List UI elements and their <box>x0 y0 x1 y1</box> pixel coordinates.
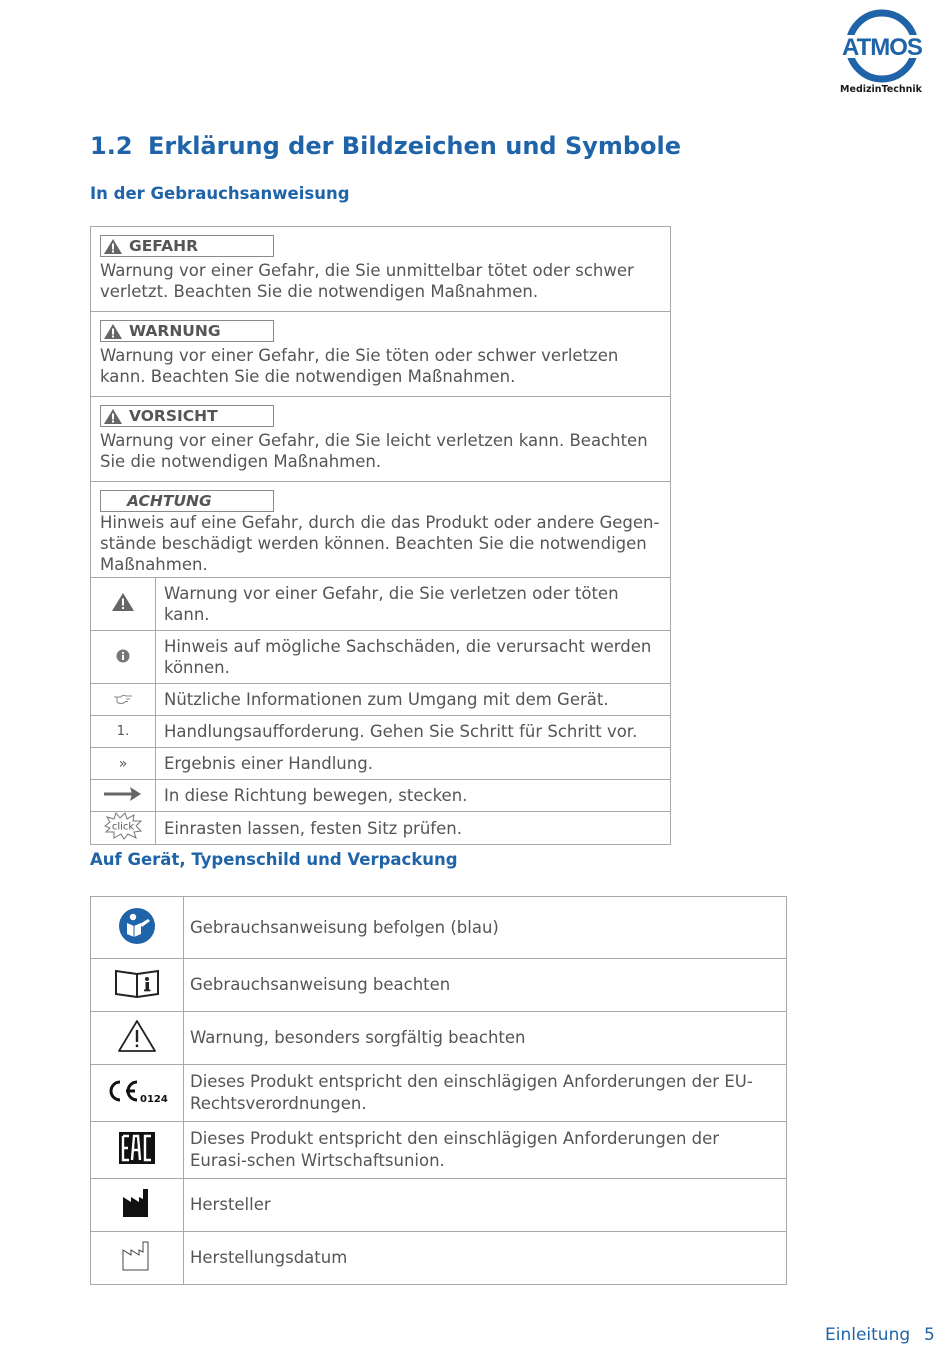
step-number-glyph: 1. <box>91 716 156 748</box>
manufacture-date-icon <box>122 1241 152 1271</box>
caution-triangle-icon <box>117 1019 157 1053</box>
info-icon <box>116 649 130 663</box>
signal-row-achtung <box>91 482 671 578</box>
symbol-description: Nützliche Informationen zum Umgang mit dem Gerät. <box>156 684 671 716</box>
device-symbol-description: Dieses Produkt entspricht den einschlägigen Anforderungen der Eurasi-schen Wirtschaftsunion. <box>184 1122 787 1179</box>
logo-subtitle: MedizinTechnik <box>840 84 922 95</box>
warning-triangle-icon <box>103 408 123 425</box>
click-glyph: click <box>111 821 135 833</box>
symbol-row <box>91 748 671 780</box>
warning-triangle-icon <box>103 238 123 255</box>
footer-page-number: 5 <box>924 1325 935 1345</box>
section-heading <box>90 132 681 160</box>
symbol-description: Warnung vor einer Gefahr, die Sie verletzen oder töten kann. <box>156 578 671 631</box>
symbol-row <box>91 631 671 684</box>
device-symbol-description: Dieses Produkt entspricht den einschlägigen Anforderungen der EU-Rechtsverordnungen. <box>184 1065 787 1122</box>
signal-row-warnung <box>91 312 671 397</box>
subheading-device: Auf Gerät, Typenschild und Verpackung <box>90 850 458 869</box>
signal-text: Warnung vor einer Gefahr, die Sie unmittelbar tötet oder schwer verletzt. Beachten Sie die notwendigen Maßnahmen. <box>100 261 634 301</box>
signal-box-warnung <box>100 320 274 342</box>
arrow-right-icon <box>104 786 142 802</box>
device-symbol-row <box>91 959 787 1012</box>
device-symbols-table <box>90 896 787 1285</box>
symbol-description: Ergebnis einer Handlung. <box>156 748 671 780</box>
device-symbol-description: Hersteller <box>184 1179 787 1232</box>
symbol-row <box>91 812 671 845</box>
signal-text: Warnung vor einer Gefahr, die Sie leicht verletzen kann. Beachten Sie die notwendigen Maßnahmen. <box>100 431 648 471</box>
section-title: Erklärung der Bildzeichen und Symbole <box>148 132 682 160</box>
device-symbol-row <box>91 1232 787 1285</box>
signal-row-vorsicht <box>91 397 671 482</box>
device-symbol-row <box>91 1065 787 1122</box>
signal-box-gefahr <box>100 235 274 257</box>
manufacturer-icon <box>122 1188 152 1218</box>
device-symbol-row <box>91 897 787 959</box>
symbol-row <box>91 780 671 812</box>
pointing-hand-icon <box>113 693 133 705</box>
symbol-description: Einrasten lassen, festen Sitz prüfen. <box>156 812 671 845</box>
device-symbol-description: Warnung, besonders sorgfältig beachten <box>184 1012 787 1065</box>
warning-triangle-icon <box>103 323 123 340</box>
symbol-row <box>91 716 671 748</box>
device-symbol-row <box>91 1012 787 1065</box>
symbol-description: Handlungsaufforderung. Gehen Sie Schritt für Schritt vor. <box>156 716 671 748</box>
signal-text: Hinweis auf eine Gefahr, durch die das Produkt oder andere Gegen-stände beschädigt werden können. Beachten Sie die notwendigen Maßnahmen. <box>100 513 660 574</box>
warning-triangle-icon <box>111 592 135 612</box>
signal-box-achtung <box>100 490 274 512</box>
eac-mark-icon <box>118 1131 156 1165</box>
signal-row-gefahr <box>91 227 671 312</box>
symbol-row <box>91 578 671 631</box>
signal-box-vorsicht <box>100 405 274 427</box>
signal-text: Warnung vor einer Gefahr, die Sie töten oder schwer verletzen kann. Beachten Sie die notwendigen Maßnahmen. <box>100 346 619 386</box>
signal-label: ACHTUNG <box>127 492 212 510</box>
symbol-description: Hinweis auf mögliche Sachschäden, die verursacht werden können. <box>156 631 671 684</box>
ce-notified-body-number: 0124 <box>140 1094 168 1105</box>
device-symbol-description: Gebrauchsanweisung beachten <box>184 959 787 1012</box>
signal-label: GEFAHR <box>129 237 199 255</box>
subheading-manual: In der Gebrauchsanweisung <box>90 184 350 203</box>
manual-symbols-table <box>90 226 671 845</box>
signal-label: VORSICHT <box>129 407 218 425</box>
signal-label: WARNUNG <box>129 322 221 340</box>
logo-brand: ATMOS <box>842 34 922 61</box>
symbol-row <box>91 684 671 716</box>
symbol-description: In diese Richtung bewegen, stecken. <box>156 780 671 812</box>
footer-chapter: Einleitung <box>825 1325 911 1345</box>
consult-manual-icon <box>114 968 160 998</box>
ce-mark-icon <box>106 1077 168 1105</box>
follow-manual-blue-icon <box>118 907 156 945</box>
device-symbol-description: Gebrauchsanweisung befolgen (blau) <box>184 897 787 959</box>
section-number: 1.2 <box>90 132 133 160</box>
result-chevron-glyph: » <box>91 748 156 780</box>
device-symbol-row <box>91 1122 787 1179</box>
click-burst-icon <box>103 812 143 840</box>
device-symbol-row <box>91 1179 787 1232</box>
device-symbol-description: Herstellungsdatum <box>184 1232 787 1285</box>
